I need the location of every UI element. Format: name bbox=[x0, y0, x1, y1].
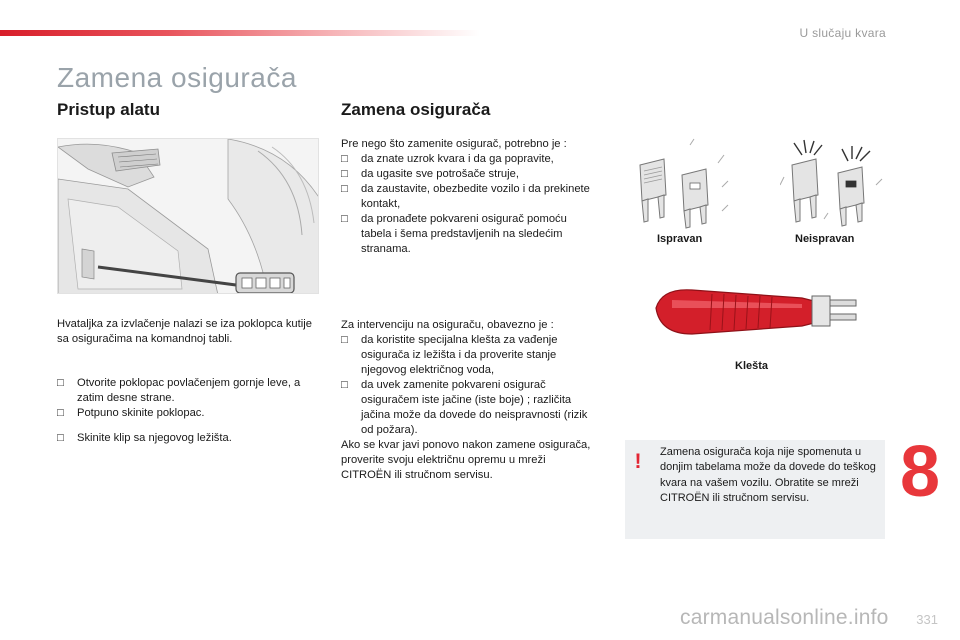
list-item: □ Otvorite poklopac povlačenjem gornje leve, a zatim desne strane. bbox=[57, 377, 301, 404]
checkbox-bullet-icon: □ bbox=[341, 153, 348, 165]
list-item: □ da zaustavite, obezbedite vozilo i da prekinete kontakt, bbox=[341, 183, 590, 210]
dashboard-drawing bbox=[58, 139, 319, 294]
heading-fuse-replacement: Zamena osigurača bbox=[341, 100, 491, 119]
exclamation-icon: ! bbox=[634, 450, 642, 473]
list-item: □ Potpuno skinite poklopac. bbox=[57, 407, 205, 419]
list-item: □ da znate uzrok kvara i da ga popravite, bbox=[341, 153, 554, 165]
checkbox-bullet-icon: □ bbox=[341, 183, 348, 195]
pliers-label: Klešta bbox=[735, 360, 769, 372]
watermark: carmanualsonline.info bbox=[680, 606, 889, 629]
before-intro: Pre nego što zamenite osigurač, potrebno je : bbox=[341, 138, 567, 150]
checkbox-bullet-icon: □ bbox=[57, 407, 64, 419]
closing-text: Ako se kvar javi ponovo nakon zamene osigurača, proverite svoju električnu opremu u mreži CITROËN ili stručnom servisu. bbox=[341, 439, 591, 481]
fuse-bad-label: Neispravan bbox=[795, 233, 855, 245]
warning-note-text: Zamena osigurača koja nije spomenuta u donjim tabelama može da dovede do teškog kvara na vašem vozilu. Obratite se mreži CITROËN ili stručnom servisu. bbox=[660, 446, 876, 504]
intervention-intro: Za intervenciju na osiguraču, obavezno je : bbox=[341, 319, 554, 331]
dashboard-fuse-box-illustration bbox=[57, 138, 319, 294]
checkbox-bullet-icon: □ bbox=[57, 377, 64, 389]
list-item: □ da pronađete pokvareni osigurač pomoću tabela i šema predstavljenih na sledećim stranama. bbox=[341, 213, 567, 255]
list-item: □ da uvek zamenite pokvareni osigurač osiguračem iste jačine (iste boje) ; različita jačina može da dovede do neispravnosti (rizik od požara). bbox=[341, 379, 588, 436]
checkbox-bullet-icon: □ bbox=[341, 379, 348, 391]
left-intro-text bbox=[57, 317, 319, 347]
list-item: □ da koristite specijalna klešta za vađenje osigurača iz ležišta i da proverite stanje njegovog električnog voda, bbox=[341, 334, 558, 376]
page-title: Zamena osigurača bbox=[57, 62, 297, 93]
checkbox-bullet-icon: □ bbox=[341, 213, 348, 225]
left-steps2-list bbox=[57, 431, 319, 446]
fuse-pliers-illustration bbox=[652, 278, 862, 340]
fuse-bad-illustration bbox=[780, 137, 890, 229]
list-item: □ Skinite klip sa njegovog ležišta. bbox=[57, 432, 232, 444]
checkbox-bullet-icon: □ bbox=[57, 432, 64, 444]
section-name: U slučaju kvara bbox=[799, 26, 886, 40]
header-accent-bar bbox=[0, 30, 480, 36]
intervention-text bbox=[341, 318, 599, 483]
pliers-drawing bbox=[652, 278, 862, 340]
list-item: □ da ugasite sve potrošače struje, bbox=[341, 168, 519, 180]
chapter-number: 8 bbox=[900, 432, 941, 512]
fuse-bad-drawing bbox=[780, 137, 890, 229]
page-number: 331 bbox=[916, 612, 938, 627]
fuse-ok-illustration bbox=[630, 137, 740, 229]
fuse-ok-drawing bbox=[630, 137, 740, 229]
before-replacement-text bbox=[341, 137, 599, 257]
left-steps-list bbox=[57, 376, 319, 421]
heading-tool-access: Pristup alatu bbox=[57, 100, 160, 119]
fuse-ok-label: Ispravan bbox=[657, 233, 703, 245]
checkbox-bullet-icon: □ bbox=[341, 334, 348, 346]
checkbox-bullet-icon: □ bbox=[341, 168, 348, 180]
left-intro: Hvataljka za izvlačenje nalazi se iza poklopca kutije sa osiguračima na komandnoj tabli. bbox=[57, 318, 312, 345]
